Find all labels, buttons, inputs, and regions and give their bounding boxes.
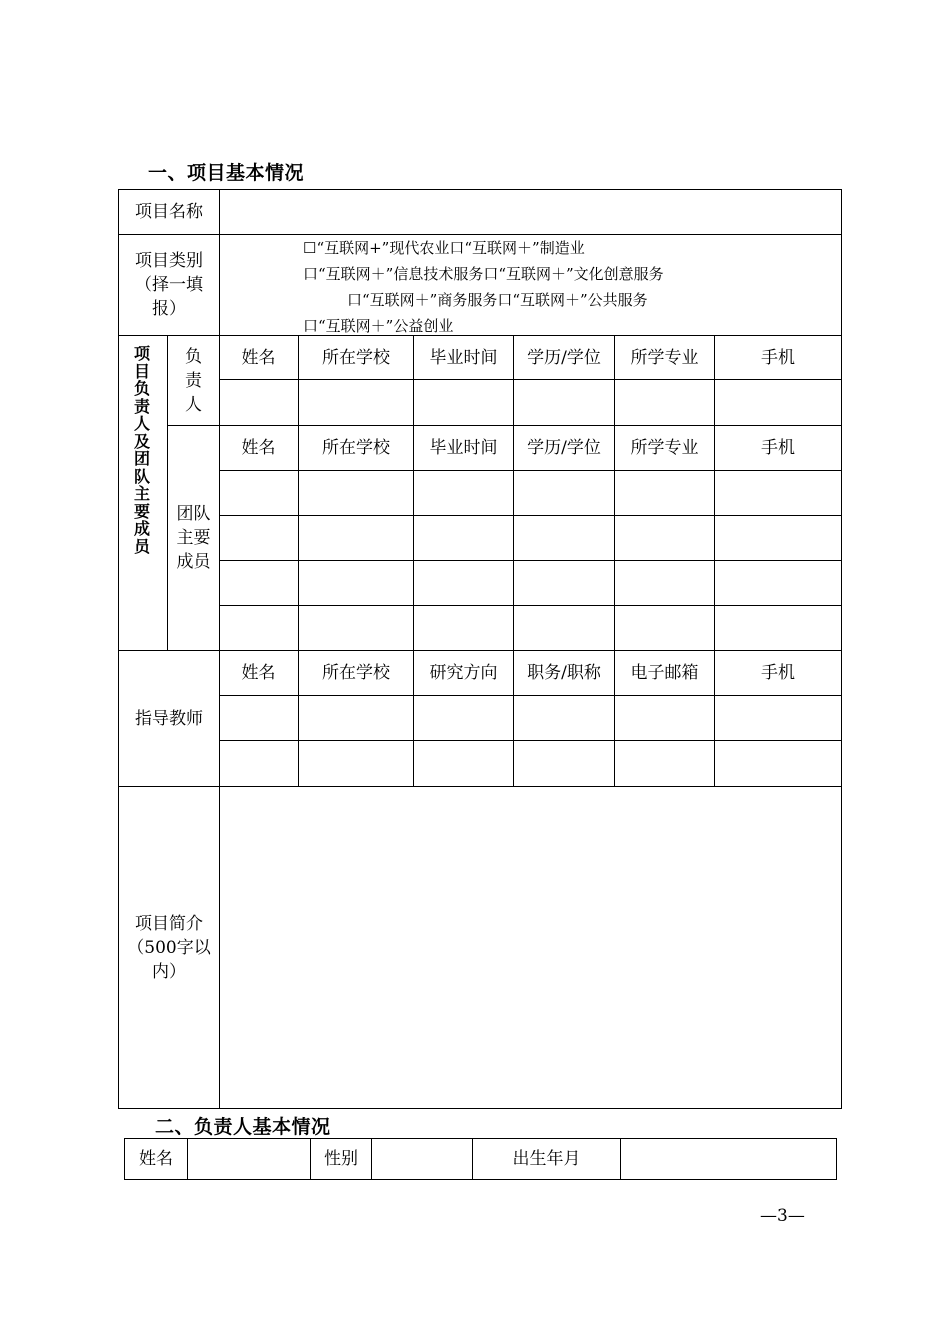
header-degree: 学历/学位 (527, 347, 601, 368)
leader-gender-field[interactable] (372, 1139, 472, 1179)
header-major: 所学专业 (630, 438, 699, 458)
category-option-line[interactable]: 口“互联网＋”信息技术服务口“互联网＋”文化创意服务 (303, 265, 664, 283)
header-graduation: 毕业时间 (429, 347, 498, 368)
header-research: 研究方向 (429, 663, 498, 683)
page-number: —3— (760, 1206, 805, 1226)
advisor-label: 指导教师 (135, 708, 203, 729)
header-school: 所在学校 (322, 438, 390, 458)
section-1-heading: 一、项目基本情况 (148, 162, 305, 184)
header-phone: 手机 (761, 347, 795, 368)
project-name-label: 项目名称 (135, 202, 203, 222)
project-category-label: 项目类别（择一填报） (135, 251, 203, 319)
leader-gender-label: 性别 (324, 1149, 358, 1169)
intro-field[interactable] (220, 787, 841, 1108)
header-email: 电子邮箱 (630, 663, 699, 683)
header-name: 姓名 (241, 347, 276, 368)
category-option-line[interactable]: 口“互联网＋”商务服务口“互联网＋”公共服务 (347, 291, 648, 309)
leader-name-field[interactable] (188, 1139, 310, 1179)
header-school: 所在学校 (322, 663, 390, 683)
section-2-heading: 二、负责人基本情况 (155, 1116, 331, 1138)
header-graduation: 毕业时间 (429, 438, 498, 458)
team-group-label: 项目负责人及团队主要成员 (133, 344, 150, 556)
header-degree: 学历/学位 (527, 438, 601, 458)
category-option-line[interactable]: ☐“互联网+”现代农业口“互联网＋”制造业 (303, 239, 585, 257)
leader-label: 负责人 (185, 346, 202, 415)
header-name: 姓名 (241, 663, 276, 683)
header-phone: 手机 (761, 663, 795, 683)
header-phone: 手机 (761, 438, 795, 458)
intro-label: 项目简介（500字以内） (127, 913, 211, 982)
header-title: 职务/职称 (527, 663, 601, 683)
header-school: 所在学校 (322, 347, 390, 368)
leader-birth-field[interactable] (621, 1139, 836, 1179)
project-name-field[interactable] (220, 190, 841, 234)
members-label: 团队主要成员 (176, 504, 211, 572)
header-major: 所学专业 (630, 347, 699, 368)
header-name: 姓名 (241, 438, 276, 458)
category-option-line[interactable]: 口“互联网＋”公益创业 (303, 317, 454, 335)
leader-name-label: 姓名 (139, 1149, 173, 1169)
leader-birth-label: 出生年月 (512, 1149, 581, 1169)
